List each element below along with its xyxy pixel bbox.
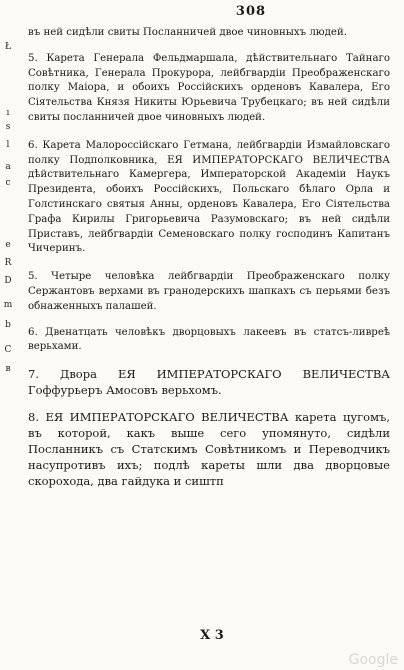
paragraph-item-6-hetman: 6. Карета Малороссiйскаго Гетмана, лейбгвардiи Измайловскаго полку Подполковника, ЕЯ ИМПЕРАТОРСКАГО ВЕЛИЧЕСТВА дѣйствительнаго Камергера, Императорской Академiи Наукъ Президента, обоихъ Россiйскихъ, Польскаго бѣлаго Орла и Голстинскаго святыя Анны, орденовъ Кавалера, Его Сiятельства Графа Кирилы Григорьевича Разумовскаго; въ ней сидѣли Приставъ, лейбгвардiи Семеновскаго полку господинъ Капитанъ Чичеринъ. (28, 139, 390, 255)
margin-mark: C (4, 345, 12, 355)
margin-mark: s (5, 122, 11, 132)
margin-mark: a (5, 162, 11, 172)
paragraph-item-5-field-marshal: 5. Карета Генерала Фельдмаршала, дѣйствительнаго Тайнаго Совѣтника, Генерала Прокурора, лейбгвардiи Преображенскаго полку Маiора, и обоихъ Россiйскихъ орденовъ Кавалера, Его Сiятельства Князя Никиты Юрьевича Трубецкаго; въ ней сидѣли свиты посланничей двое чиновныхъ людей. (28, 52, 390, 123)
paragraph-continuation: въ ней сидѣли свиты Посланничей двое чиновныхъ людей. (28, 27, 347, 38)
scan-watermark: Google (348, 652, 398, 668)
margin-mark: ı (6, 108, 10, 118)
margin-mark: c (5, 178, 11, 188)
margin-mark: в (5, 364, 11, 374)
margin-mark: l (6, 140, 10, 150)
paragraph-item-5-guard-sergeants: 5. Четыре человѣка лейбгвардiи Преображенскаго полку Сержантовъ верхами въ гранодерскихъ шапкахъ съ перьями безъ обнаженныхъ палашей. (28, 271, 390, 312)
margin-mark: e (5, 240, 11, 250)
paragraph-item-7-court-furrier: 7. Двора ЕЯ ИМПЕРАТОРСКАГО ВЕЛИЧЕСТВА Гоффурьеръ Амосовъ верьхомъ. (28, 367, 390, 398)
margin-mark: D (4, 276, 12, 286)
printer-signature-mark: X 3 (200, 628, 224, 643)
page-number: 308 (235, 4, 267, 19)
margin-mark: m (3, 300, 13, 310)
margin-mark: b (5, 320, 11, 330)
left-margin-fragments (0, 0, 20, 670)
paragraph-item-8-imperial-carriage: 8. ЕЯ ИМПЕРАТОРСКАГО ВЕЛИЧЕСТВА карета цугомъ, въ которой, какъ выше сего упомянуто, сидѣли Посланникъ съ Статскимъ Совѣтникомъ и Переводчикъ насупротивъ ихъ; подлѣ кареты шли два дворцовые скорохода, два гайдука и сиштп (28, 410, 390, 489)
margin-mark: R (4, 258, 12, 268)
paragraph-item-6-court-lackeys: 6. Двенатцать человѣкъ дворцовыхъ лакеевъ въ статсъ-ливреѣ верьхами. (28, 326, 390, 353)
margin-mark: Ł (4, 42, 12, 52)
document-body (28, 26, 390, 500)
